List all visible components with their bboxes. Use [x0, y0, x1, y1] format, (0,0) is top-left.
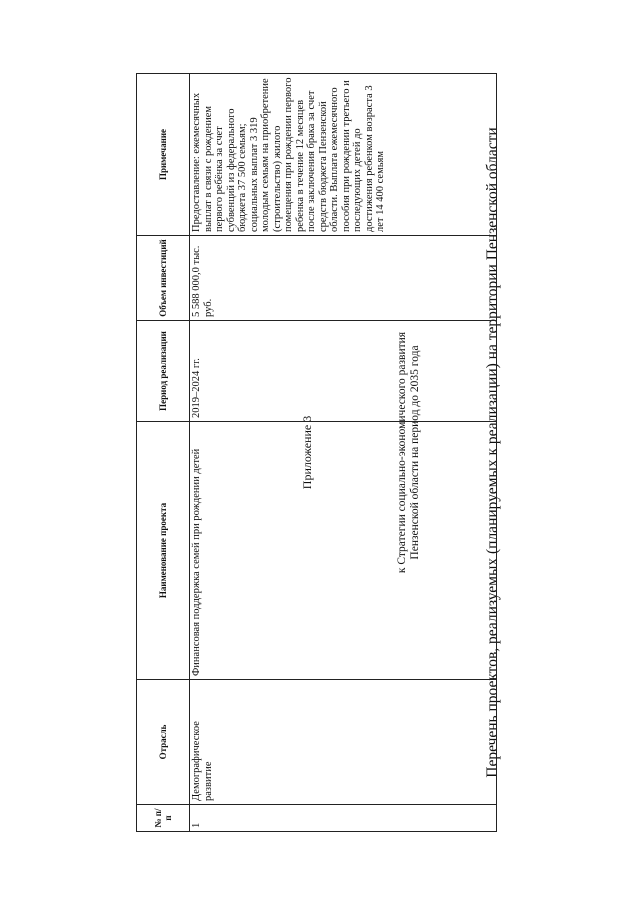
cell-investment: 5 588 000,0 тыс. руб.	[190, 236, 497, 321]
header-num: № п/п	[137, 805, 190, 832]
cell-num: 1	[190, 805, 497, 832]
appendix-label: Приложение 3	[300, 415, 314, 490]
cell-project: Финансовая поддержка семей при рождении детей	[190, 422, 497, 680]
header-period: Период реализации	[137, 321, 190, 422]
projects-table	[136, 73, 497, 832]
cell-note: Предоставление: ежемесячных выплат в связи с рождением первого ребёнка за счет субвенций из федерального бюджета 37 500 семьям; социальных выплат 3 319 молодым семьям на приобретение (строительство) жилого помещения при рождении первого ребенка в течение 12 месяцев после заключения брака за счет средств бюджета Пензенской области. Выплата ежемесячного пособия при рождении третьего и последующих детей до достижения ребенком возраста 3 лет 14 400 семьям	[190, 74, 497, 236]
cell-sector: Демографическое развитие	[190, 680, 497, 805]
strategy-reference-line-1: к Стратегии социально-экономического развития	[396, 331, 408, 574]
header-project: Наименование проекта	[137, 422, 190, 680]
header-investment: Объем инвестиций	[137, 236, 190, 321]
header-sector: Отрасль	[137, 680, 190, 805]
document-title: Перечень проектов, реализуемых (планируемых к реализации) на территории Пензенской области	[484, 127, 501, 778]
table-row	[190, 74, 497, 832]
strategy-reference-line-2: Пензенской области на период до 2035 года	[409, 345, 421, 560]
table-header-row	[137, 74, 190, 832]
cell-period: 2019–2024 гг.	[190, 321, 497, 422]
header-note: Примечание	[137, 74, 190, 236]
